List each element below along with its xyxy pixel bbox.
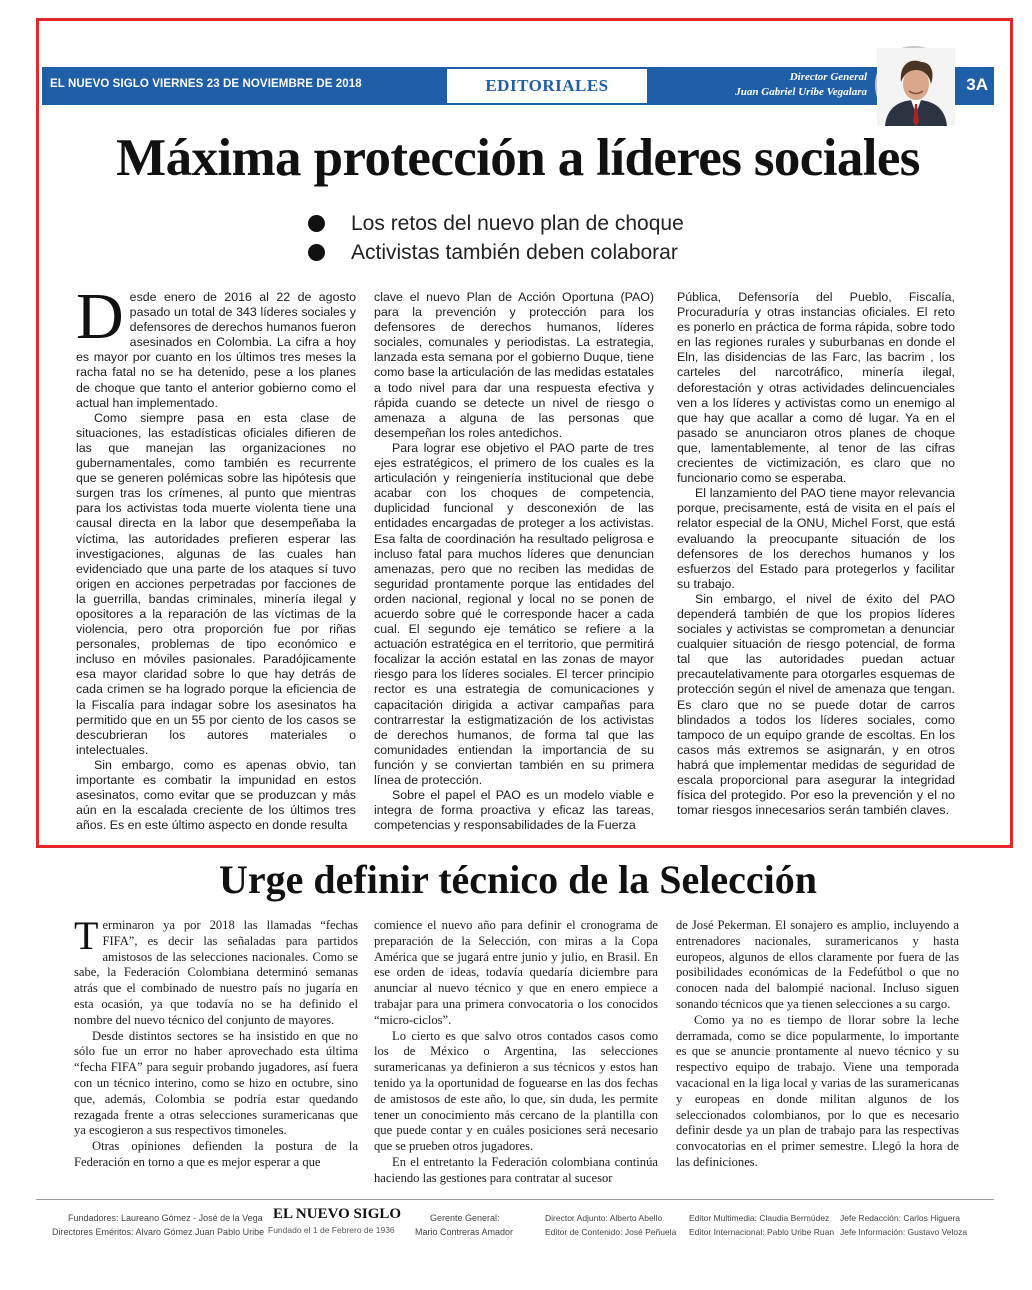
paragraph: Desde distintos sectores se ha insistido en que no sólo fue un error no haber aprovechado esta última “fecha FIFA” para seguir probando jugadores, así fuera con un técnico interino, como se hizo en octubre, sino que, además, Colombia se podría estar quedando rezagada frente a otras selecciones suramericanas que ya escogieron a sus respectivos timoneles.: [74, 1028, 358, 1138]
bullet-item: [308, 238, 808, 267]
editorial-2-headline: Urge definir técnico de la Selección: [218, 857, 817, 902]
paragraph: Sin embargo, el nivel de éxito del PAO dependerá también de que los propios líderes sociales y activistas se comprometan a denunciar cualquier situación de riesgo potencial, de forma tal que las autoridades puedan actuar precautelativamente para otorgarles esquemas de protección según el nivel de amenaza que tengan. Es claro que no se puede dotar de carros blindados a todos los líderes sociales, como tampoco de un equipo grande de escoltas. En los casos más extremos se asignarán, y en otros habrá que implementar medidas de seguridad de escala proporcional para asegurar la integridad física del protegido. Por eso la prevención y el no tomar riesgos innecesarios serán también claves.: [677, 591, 955, 818]
paragraph: comience el nuevo año para definir el cronograma de preparación de la Selección, con miras a la Copa América que se jugará entre junio y julio, en Brasil. En ese orden de ideas, todavía quedaría diciembre para anunciar al nuevo técnico y que en enero empiece a trabajar para una primera convocatoria o los conocidos “micro-ciclos”.: [374, 918, 658, 1027]
editorial-1-column-1: [76, 280, 356, 833]
drop-cap: D: [76, 280, 124, 353]
paragraph: clave el nuevo Plan de Acción Oportuna (PAO) para la prevención y protección para los defensores de derechos humanos, líderes sociales, comunales y periodistas. La estrategia, lanzada esta semana por el gobierno Duque, tiene como base la articulación de las medidas estatales a todo nivel para dar una respuesta efectiva y rápida cuando se detecte un nivel de riesgo o amenaza a alguna de las personas que desempeñan los roles antedichos.: [374, 290, 654, 440]
page-number: 3A: [966, 75, 988, 94]
paragraph: [74, 913, 358, 1029]
footer-deputy: Director Adjunto: Alberto Abello: [545, 1213, 663, 1223]
paragraph: El lanzamiento del PAO tiene mayor relevancia porque, precisamente, está de visita en el país el relator especial de la ONU, Michel Forst, que está evaluando la preocupante situación de los defensores de los derechos humanos y los esfuerzos del Estado para protegerlos y facilitar su trabajo.: [677, 486, 955, 591]
paragraph-text: erminaron ya por 2018 las llamadas “fechas FIFA”, es decir las señaladas para partidos amistosos de las selecciones nacionales. Como se sabe, la Federación Colombiana determinó semanas atrás que el combinado de nuestro país no jugaría en esta ocasión, ya que todavía no se ha definido el nombre del nuevo técnico del conjunto de mayores.: [74, 918, 358, 1027]
footer-manager-title: Gerente General:: [430, 1213, 500, 1223]
paragraph: En el entretanto la Federación colombiana continúa haciendo las gestiones para contratar al sucesor: [374, 1154, 658, 1185]
paragraph: [76, 280, 356, 411]
paragraph: Como siempre pasa en esta clase de situaciones, las estadísticas oficiales difieren de las que manejan las organizaciones no gubernamentales, como también es recurrente que se generen polémicas sobre las hipótesis que surgen tras los crímenes, al punto que mientras para los activistas toda muerte violenta tiene una causal directa en la labor que desempeñaba la víctima, las autoridades prefieren esperar las investigaciones, algunas de las cuales han evidenciado que una parte de los ataques sí tuvo origen en acciones perpetradas por facciones de la guerrilla, bandas criminales, minería ilegal y opositores a la reparación de las víctimas de la violencia, pero otra proporción fue por riñas personales, problemas de tipo económico e incluso en móviles pasionales. Paradójicamente esa mayor claridad sobre lo que hay detrás de cada crimen se ha logrado porque la eficiencia de la Fiscalía para indagar sobre los asesinatos ha permitido que en un 55 por ciento de los casos se descubrieran los autores materiales o intelectuales.: [76, 410, 356, 757]
bullet-text: Los retos del nuevo plan de choque: [351, 211, 684, 235]
footer-information: Jefe Información: Gustavo Veloza: [840, 1227, 968, 1237]
bullet-dot-icon: [308, 215, 325, 232]
footer-founders: Fundadores: Laureano Gómez - José de la Vega: [68, 1213, 263, 1223]
editorial-2-column-2: [374, 918, 658, 1185]
paragraph: Para lograr ese objetivo el PAO parte de tres ejes estratégicos, el primero de los cuales es la articulación y reingeniería institucional que debe acabar con los choques de competencia, duplicidad funcional y desconexión de las entidades encargadas de proteger a los activistas. Esa falta de coordinación ha resultado peligrosa e incluso fatal para muchos líderes que denuncian amenazas, pero que no reciben las medidas de seguridad prontamente porque las entidades del orden nacional, regional y local no se ponen de acuerdo sobre qué le corresponde hacer a cada cual. El segundo eje temático se refiere a la actuación estratégica en el territorio, que permitirá focalizar la acción estatal en las zonas de mayor riesgo para los líderes sociales. El tercer principio rector es una estrategia de comunicaciones y capacitación dirigida a activar campañas para contrarrestar la estigmatización de los activistas de derechos humanos, de forma tal que las comunidades entiendan la importancia de su función y se conviertan también en su primera línea de protección.: [374, 440, 654, 787]
director-credit: [677, 70, 867, 100]
paragraph: Sin embargo, como es apenas obvio, tan importante es combatir la impunidad en estos asesinatos, como evitar que se produzcan y más aún en la escalada creciente de los últimos tres años. Es en este último aspecto en donde resulta: [76, 757, 356, 833]
paragraph: Como ya no es tiempo de llorar sobre la leche derramada, como se dice popularmente, lo importante es que se anuncie prontamente al nuevo técnico y su respectivo equipo de trabajo. Viene una temporada vacacional en la liga local y varias de las suramericanas y europeas en donde militan algunos de los seleccionados colombianos, por lo que es necesario definir desde ya un plan de trabajo para las respectivas convocatorias en el primer semestre. Llegó la hora de las definiciones.: [676, 1012, 959, 1169]
footer-international: Editor Internacional: Pablo Uribe Ruan: [689, 1227, 835, 1237]
footer-multimedia: Editor Multimedia: Claudia Bermúdez: [689, 1213, 830, 1223]
section-label-box: [447, 69, 647, 103]
bullet-dot-icon: [308, 244, 325, 261]
section-title: EDITORIALES: [485, 76, 609, 95]
paragraph: Lo cierto es que salvo otros contados casos como los de México o Argentina, las selecciones suramericanas ya definieron a sus técnicos y estos han tenido ya la oportunidad de foguearse en las dos fechas de amistosos de este año, lo que, sin duda, les permite tener un conocimiento más cercano de la plantilla con que puede contar y en cuáles posiciones será necesario que se prueben otros jugadores.: [374, 1028, 658, 1154]
paper-date: EL NUEVO SIGLO VIERNES 23 DE NOVIEMBRE DE 2018: [50, 78, 362, 90]
editorial-1-bullets: [308, 209, 808, 267]
editorial-1-column-2: [374, 290, 654, 833]
masthead-footer: [0, 1206, 1032, 1246]
page-header-bar: [42, 67, 994, 105]
director-portrait: [875, 46, 953, 124]
footer-content-editor: Editor de Contenido: José Peñuela: [545, 1227, 677, 1237]
editorial-1-column-3: [677, 290, 955, 825]
paragraph: Pública, Defensoría del Pueblo, Fiscalía, Procuraduría y otras instancias oficiales. El reto es ponerlo en práctica de forma rápida, sobre todo en las regiones rurales y suburbanas en donde el Eln, las disidencias de las Farc, las bacrim , los carteles del narcotráfico, minería ilegal, deforestación y otras actividades delincuenciales ven a los líderes y activistas como un enemigo al que hay que acallar a como dé lugar. Ya en el pasado se anunciaron otros planes de choque que, lamentablemente, al tenor de las cifras crecientes de victimización, es claro que no funcionario como se esperaba.: [677, 290, 955, 486]
bullet-item: [308, 209, 808, 238]
editorial-2-column-3: [676, 918, 959, 1176]
footer-founded: Fundado el 1 de Febrero de 1936: [268, 1225, 395, 1235]
footer-logo: EL NUEVO SIGLO: [273, 1206, 402, 1222]
editorial-2-column-1: [74, 913, 358, 1176]
director-name: Juan Gabriel Uribe Vegalara: [735, 86, 867, 98]
footer-newsroom: Jefe Redacción: Carlos Higuera: [840, 1213, 961, 1223]
editorial-1-headline: Máxima protección a líderes sociales: [116, 129, 920, 187]
portrait-icon: [877, 48, 955, 126]
paragraph: de José Pekerman. El sonajero es amplio, incluyendo a entrenadores nacionales, suramericanos y hasta europeos, algunos de ellos claramente por fuera de las posibilidades económicas de la Fedefútbol o que no conocen nada del balompié nacional. Incluso siguen sonando técnicos que ya tienen selecciones a su cargo.: [676, 918, 959, 1011]
paragraph-text: esde enero de 2016 al 22 de agosto pasado un total de 343 líderes sociales y defensores de derechos humanos fueron asesinados en Colombia. La cifra a hoy es mayor por cuanto en los últimos tres meses la racha fatal no se ha detenido, pese a los planes de choque que tanto el anterior gobierno como el actual han implementado.: [76, 290, 356, 410]
bullet-text: Activistas también deben colaborar: [351, 240, 678, 264]
drop-cap: T: [74, 913, 99, 958]
paragraph: Otras opiniones defienden la postura de la Federación en torno a que es mejor esperar a que: [74, 1139, 358, 1169]
paragraph: Sobre el papel el PAO es un modelo viable e integra de forma proactiva y eficaz las tareas, competencias y responsabilidades de la Fuerza: [374, 788, 654, 833]
footer-emeritus: Directores Eméritos: Alvaro Gómez Juan Pablo Uribe: [52, 1227, 265, 1237]
director-title: Director General: [789, 71, 867, 83]
footer-divider: [36, 1199, 994, 1200]
footer-manager-name: Mario Contreras Amador: [415, 1227, 514, 1237]
